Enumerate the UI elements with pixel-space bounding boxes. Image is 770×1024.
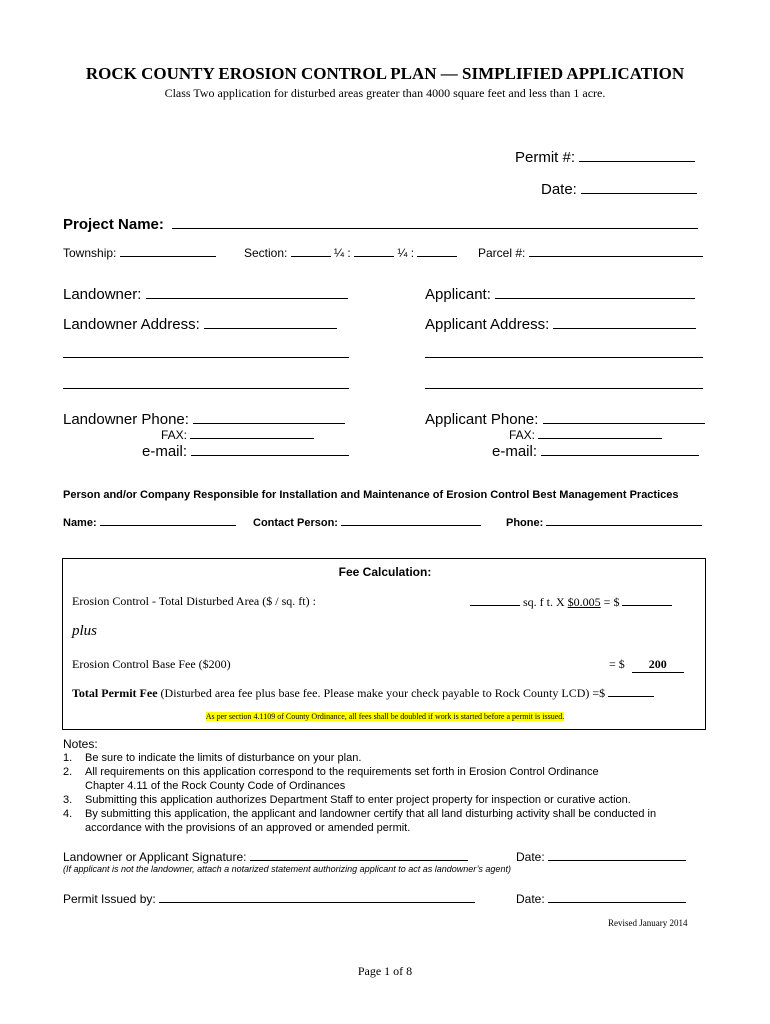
township-field[interactable] [120, 245, 216, 257]
landowner-fax-label: FAX: [161, 428, 188, 442]
applicant-phone-field[interactable] [543, 409, 705, 424]
fee-area-calc [470, 594, 672, 610]
fee-base-label: Erosion Control Base Fee ($200) [72, 657, 231, 671]
signature-field[interactable] [250, 849, 468, 861]
note-text: By submitting this application, the applicant and landowner certify that all land disturbing activity shall be conducted in [85, 808, 657, 820]
note-item [63, 765, 656, 779]
applicant-address-line-3[interactable] [425, 388, 703, 389]
form-subtitle: Class Two application for disturbed areas greater than 4000 square feet and less than 1 acre. [164, 86, 606, 100]
landowner-address-row [63, 314, 337, 333]
fee-total-row [72, 685, 654, 701]
applicant-phone-row [425, 409, 705, 428]
parcel-row [478, 245, 703, 260]
landowner-address-label: Landowner Address: [63, 316, 200, 333]
fee-warning: As per section 4.1109 of County Ordinance, all fees shall be doubled if work is started before a permit is issued. [205, 712, 565, 721]
note-number: 1. [63, 752, 73, 764]
applicant-email-row [492, 441, 699, 460]
fee-total-field[interactable] [608, 685, 654, 697]
project-name-label: Project Name: [63, 216, 164, 233]
landowner-address-line-2[interactable] [63, 357, 349, 358]
revised-date: Revised January 2014 [608, 918, 688, 928]
fee-base-amount: 200 [632, 657, 684, 673]
landowner-name-label: Landowner: [63, 286, 142, 303]
fee-area-equals: = $ [603, 595, 620, 609]
landowner-email-row [142, 441, 349, 460]
note-text: Be sure to indicate the limits of disturbance on your plan. [85, 752, 362, 764]
permit-number-field[interactable] [579, 147, 695, 162]
fee-sqft-field[interactable] [470, 594, 520, 606]
fee-area-label: Erosion Control - Total Disturbed Area ($ / sq. ft) : [72, 594, 316, 608]
landowner-phone-label: Landowner Phone: [63, 411, 189, 428]
responsible-contact-field[interactable] [341, 515, 481, 526]
responsible-name-field[interactable] [100, 515, 236, 526]
signature-date-row [516, 849, 686, 864]
applicant-address-field[interactable] [553, 314, 696, 329]
landowner-name-row [63, 284, 348, 303]
applicant-phone-label: Applicant Phone: [425, 411, 539, 428]
fee-total-text: (Disturbed area fee plus base fee. Please make your check payable to Rock County LCD) =$ [160, 686, 606, 700]
parcel-label: Parcel #: [478, 246, 526, 260]
applicant-fax-label: FAX: [509, 428, 536, 442]
note-text: Chapter 4.11 of the Rock County Code of Ordinances [85, 780, 346, 792]
form-title: ROCK COUNTY EROSION CONTROL PLAN — SIMPLIFIED APPLICATION [85, 64, 685, 83]
note-number: 3. [63, 794, 73, 806]
fee-base-equals: = $ [609, 657, 625, 671]
parcel-field[interactable] [529, 245, 703, 257]
signature-note: (If applicant is not the landowner, attach a notarized statement authorizing applicant to act as landowner’s agent) [63, 864, 511, 874]
permit-number-label: Permit #: [515, 149, 576, 166]
applicant-email-label: e-mail: [492, 443, 538, 460]
project-name-row [63, 214, 698, 233]
fee-sqft-label: sq. f t. X [523, 595, 565, 609]
section-label: Section: [244, 246, 288, 260]
section-row [244, 245, 457, 260]
applicant-address-row [425, 314, 696, 333]
responsible-phone-row [506, 515, 702, 529]
applicant-address-label: Applicant Address: [425, 316, 550, 333]
quarter-label-1: ¼ : [334, 246, 351, 260]
issued-date-row [516, 891, 686, 906]
note-item [63, 807, 656, 821]
fee-total-label: Total Permit Fee [72, 686, 158, 700]
note-number: 4. [63, 808, 73, 820]
project-name-field[interactable] [172, 214, 698, 229]
issued-date-label: Date: [516, 892, 545, 906]
applicant-name-row [425, 284, 695, 303]
note-text: All requirements on this application correspond to the requirements set forth in Erosion Control Ordinance [85, 766, 599, 778]
responsible-contact-row [253, 515, 481, 529]
note-item [63, 793, 656, 807]
fee-area-amount-field[interactable] [622, 594, 672, 606]
fee-base-calc [609, 657, 684, 673]
issued-by-label: Permit Issued by: [63, 892, 156, 906]
issued-by-row [63, 891, 475, 906]
note-item [63, 821, 656, 835]
fee-calculation-box [62, 558, 706, 730]
notes-list [63, 751, 656, 835]
fee-heading: Fee Calculation: [338, 565, 432, 579]
responsible-name-row [63, 515, 236, 529]
applicant-email-field[interactable] [541, 441, 699, 456]
signature-row [63, 849, 468, 864]
landowner-phone-row [63, 409, 345, 428]
fee-warning-row [0, 712, 770, 721]
landowner-fax-field[interactable] [190, 427, 314, 439]
note-item [63, 751, 656, 765]
township-row [63, 245, 216, 260]
note-number: 2. [63, 766, 73, 778]
issued-date-field[interactable] [548, 891, 686, 903]
township-label: Township: [63, 246, 117, 260]
note-item [63, 779, 656, 793]
landowner-address-line-3[interactable] [63, 388, 349, 389]
landowner-email-field[interactable] [191, 441, 349, 456]
landowner-email-label: e-mail: [142, 443, 188, 460]
applicant-name-label: Applicant: [425, 286, 491, 303]
responsible-name-label: Name: [63, 517, 97, 529]
note-text: Submitting this application authorizes Department Staff to enter project property for inspection or curative action. [85, 794, 631, 806]
signature-date-label: Date: [516, 850, 545, 864]
permit-date-label: Date: [541, 181, 577, 198]
issued-by-field[interactable] [159, 891, 475, 903]
signature-label: Landowner or Applicant Signature: [63, 850, 247, 864]
quarter-field-2[interactable] [417, 245, 457, 257]
responsible-phone-field[interactable] [546, 515, 702, 526]
signature-date-field[interactable] [548, 849, 686, 861]
permit-number-row [515, 147, 695, 166]
permit-date-row [541, 179, 697, 198]
fee-plus: plus [72, 623, 98, 639]
applicant-fax-field[interactable] [538, 427, 662, 439]
landowner-address-field[interactable] [204, 314, 337, 329]
landowner-name-field[interactable] [146, 284, 348, 299]
responsible-contact-label: Contact Person: [253, 517, 338, 529]
page-number: Page 1 of 8 [357, 964, 413, 978]
section-field[interactable] [291, 245, 331, 257]
notes-heading: Notes: [63, 737, 98, 751]
permit-date-field[interactable] [581, 179, 697, 194]
fee-rate: $0.005 [567, 595, 601, 609]
responsible-phone-label: Phone: [506, 517, 544, 529]
landowner-fax-row [161, 427, 314, 442]
responsible-heading: Person and/or Company Responsible for Installation and Maintenance of Erosion Control Best Management Practices [63, 489, 679, 501]
applicant-name-field[interactable] [495, 284, 695, 299]
quarter-field-1[interactable] [354, 245, 394, 257]
quarter-label-2: ¼ : [397, 246, 415, 260]
landowner-phone-field[interactable] [193, 409, 345, 424]
applicant-fax-row [509, 427, 662, 442]
note-text: accordance with the provisions of an approved or amended permit. [85, 822, 411, 834]
applicant-address-line-2[interactable] [425, 357, 703, 358]
